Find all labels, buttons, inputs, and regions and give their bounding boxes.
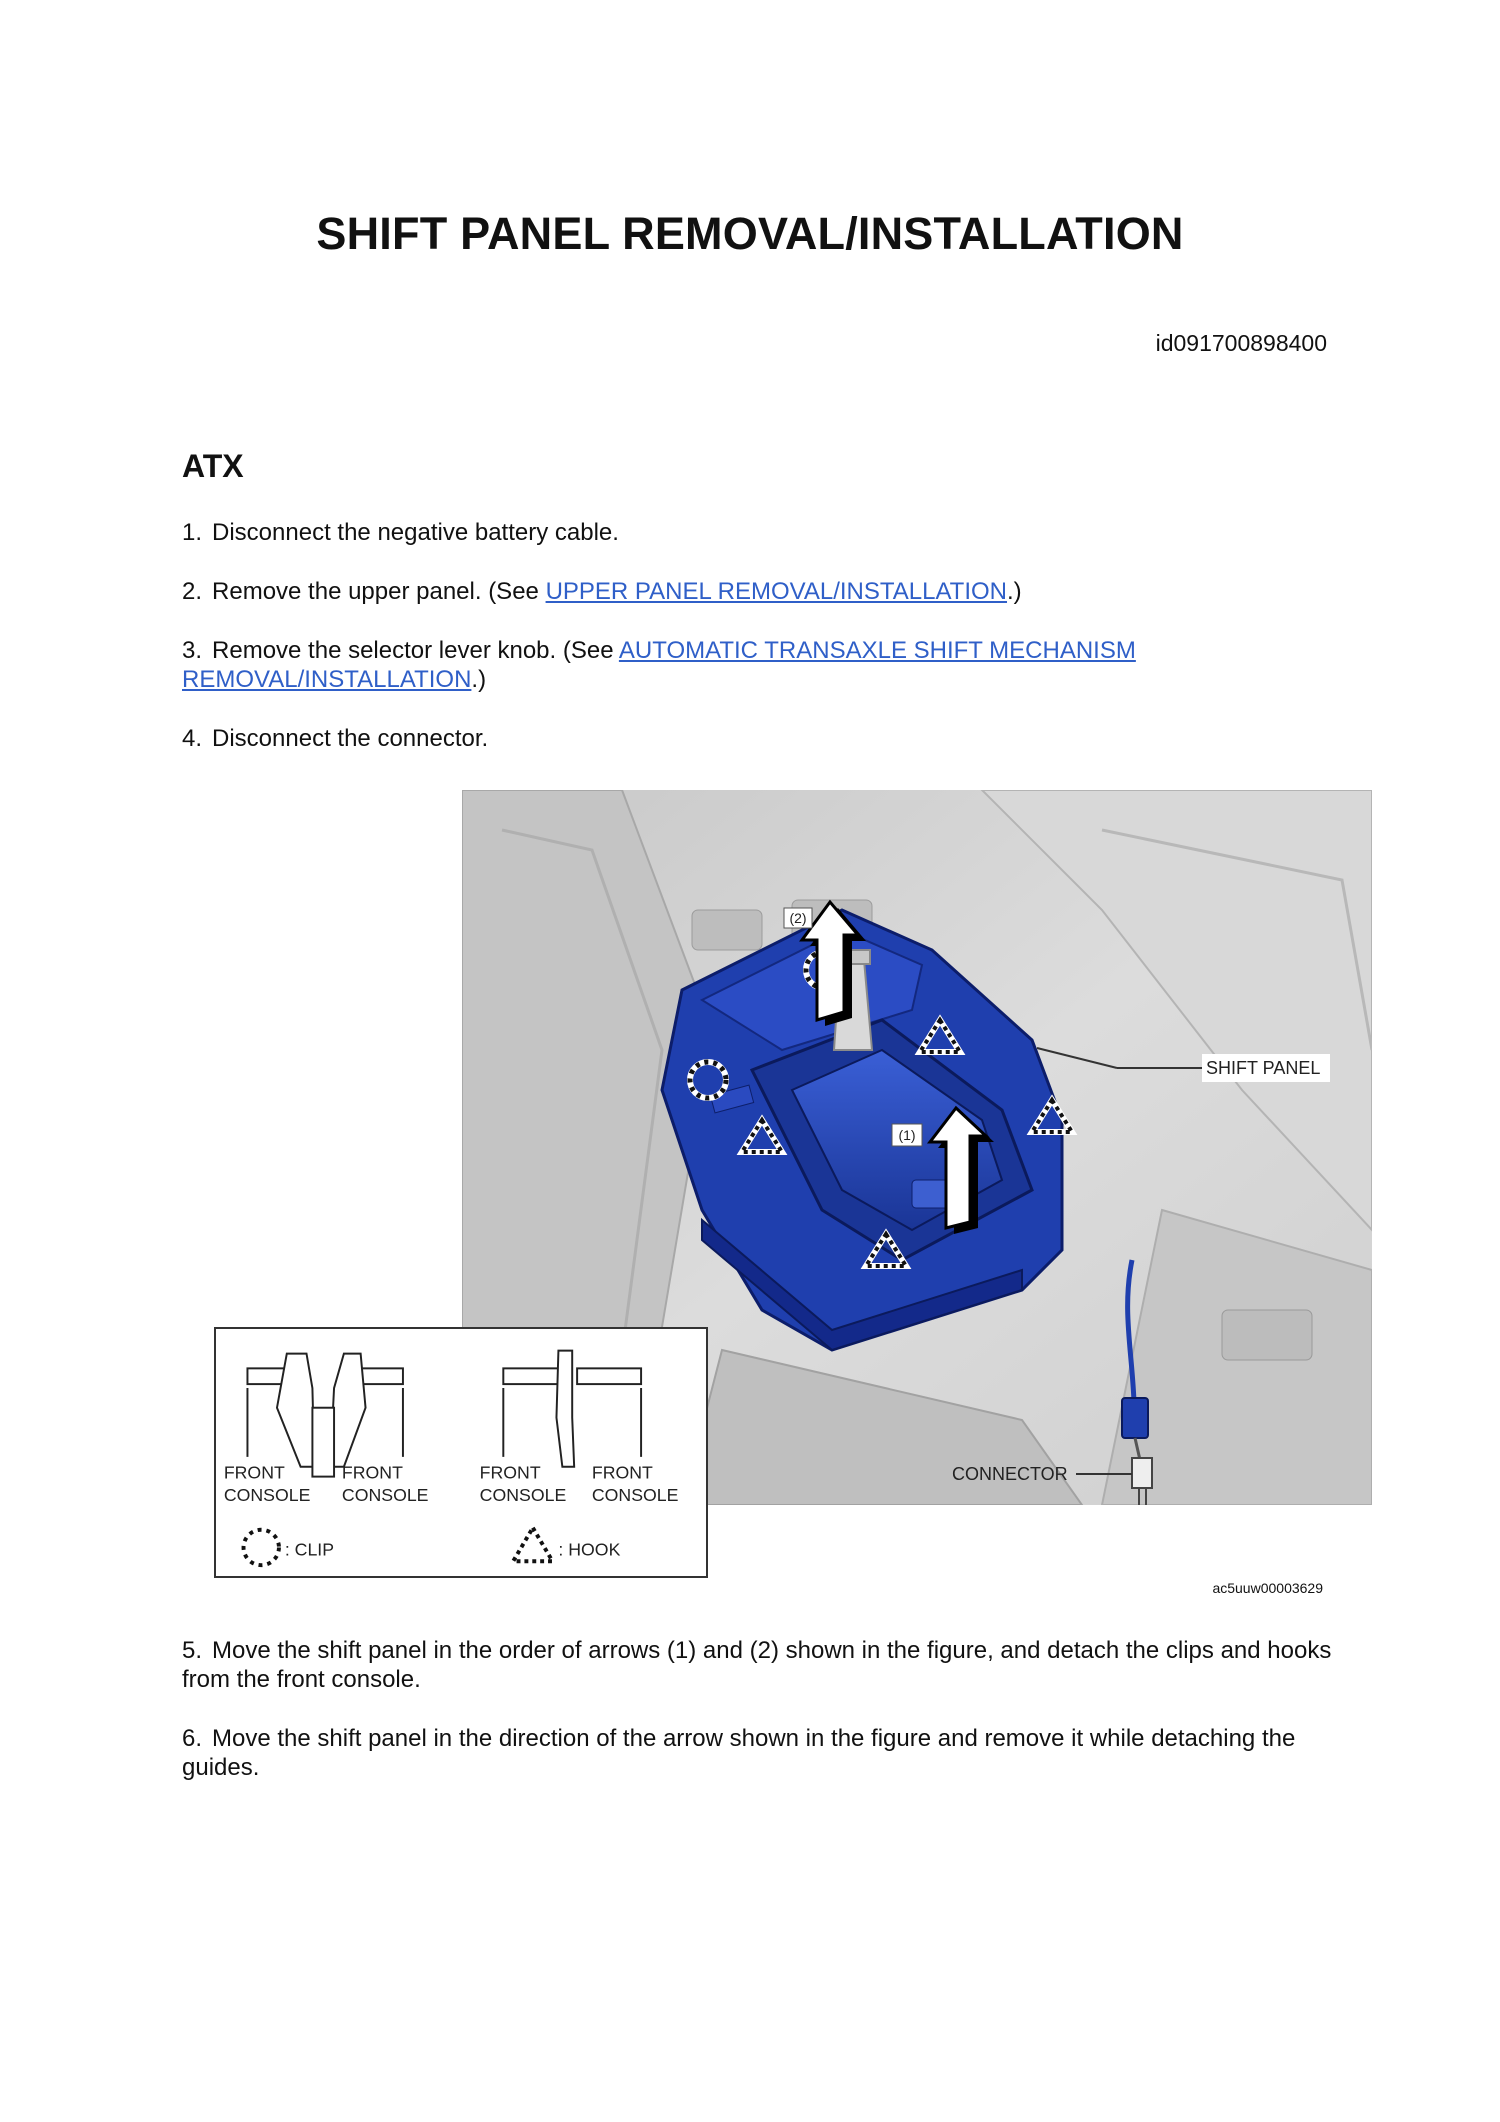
step-text: Remove the upper panel. (See [212,578,546,605]
clip-legend-label: : CLIP [284,1539,335,1560]
step-number: 5. [182,1637,203,1664]
console-label: CONSOLE [591,1485,679,1506]
step-text: Move the shift panel in the direction of the arrow shown in the figure and remove it while detaching the guides. [182,1725,1296,1781]
step-number: 6. [182,1725,203,1752]
step-3 [182,636,1332,694]
step-6 [182,1724,1332,1782]
step-number: 4. [182,725,203,752]
front-label: FRONT [591,1462,653,1483]
step-text: Disconnect the connector. [212,725,489,752]
shift-panel-callout: SHIFT PANEL [1206,1058,1321,1078]
arrow-2-label: (2) [789,910,807,926]
document-id: id091700898400 [1155,330,1327,356]
console-label: CONSOLE [223,1485,311,1506]
hook-cross-section [503,1351,641,1467]
connector-icon [1122,1398,1148,1438]
hook-legend-icon [513,1528,552,1561]
step-text-end: .) [471,666,487,693]
step-1 [182,518,1332,547]
arrow-1-label: (1) [898,1127,916,1143]
console-label: CONSOLE [341,1485,429,1506]
step-text-end: .) [1007,578,1022,605]
clip-legend-icon [244,1530,279,1565]
step-number: 1. [182,519,203,546]
switch-block [692,910,762,950]
step-2 [182,577,1332,606]
step-text: Move the shift panel in the order of arrows (1) and (2) shown in the figure, and detach the clips and hooks from the front console. [182,1637,1332,1693]
clip-cross-section [247,1354,402,1477]
step-5 [182,1636,1332,1694]
clip-hook-legend [214,1327,708,1578]
step-number: 2. [182,578,203,605]
upper-panel-link[interactable]: UPPER PANEL REMOVAL/INSTALLATION [545,578,1008,605]
hook-legend-label: : HOOK [558,1539,621,1560]
section-heading: ATX [182,448,244,484]
step-text: Remove the selector lever knob. (See [212,637,619,664]
console-label: CONSOLE [479,1485,567,1506]
front-label: FRONT [223,1462,285,1483]
shift-mechanism-link[interactable]: AUTOMATIC TRANSAXLE SHIFT MECHANISM REMOVAL/INSTALLATION [182,637,1136,693]
front-label: FRONT [479,1462,541,1483]
step-text: Disconnect the negative battery cable. [212,519,619,546]
front-label: FRONT [341,1462,403,1483]
step-4 [182,724,1332,753]
step-number: 3. [182,637,203,664]
page-title: SHIFT PANEL REMOVAL/INSTALLATION [316,208,1184,259]
connector-callout: CONNECTOR [952,1464,1068,1484]
figure-code: ac5uuw00003629 [1212,1580,1323,1596]
